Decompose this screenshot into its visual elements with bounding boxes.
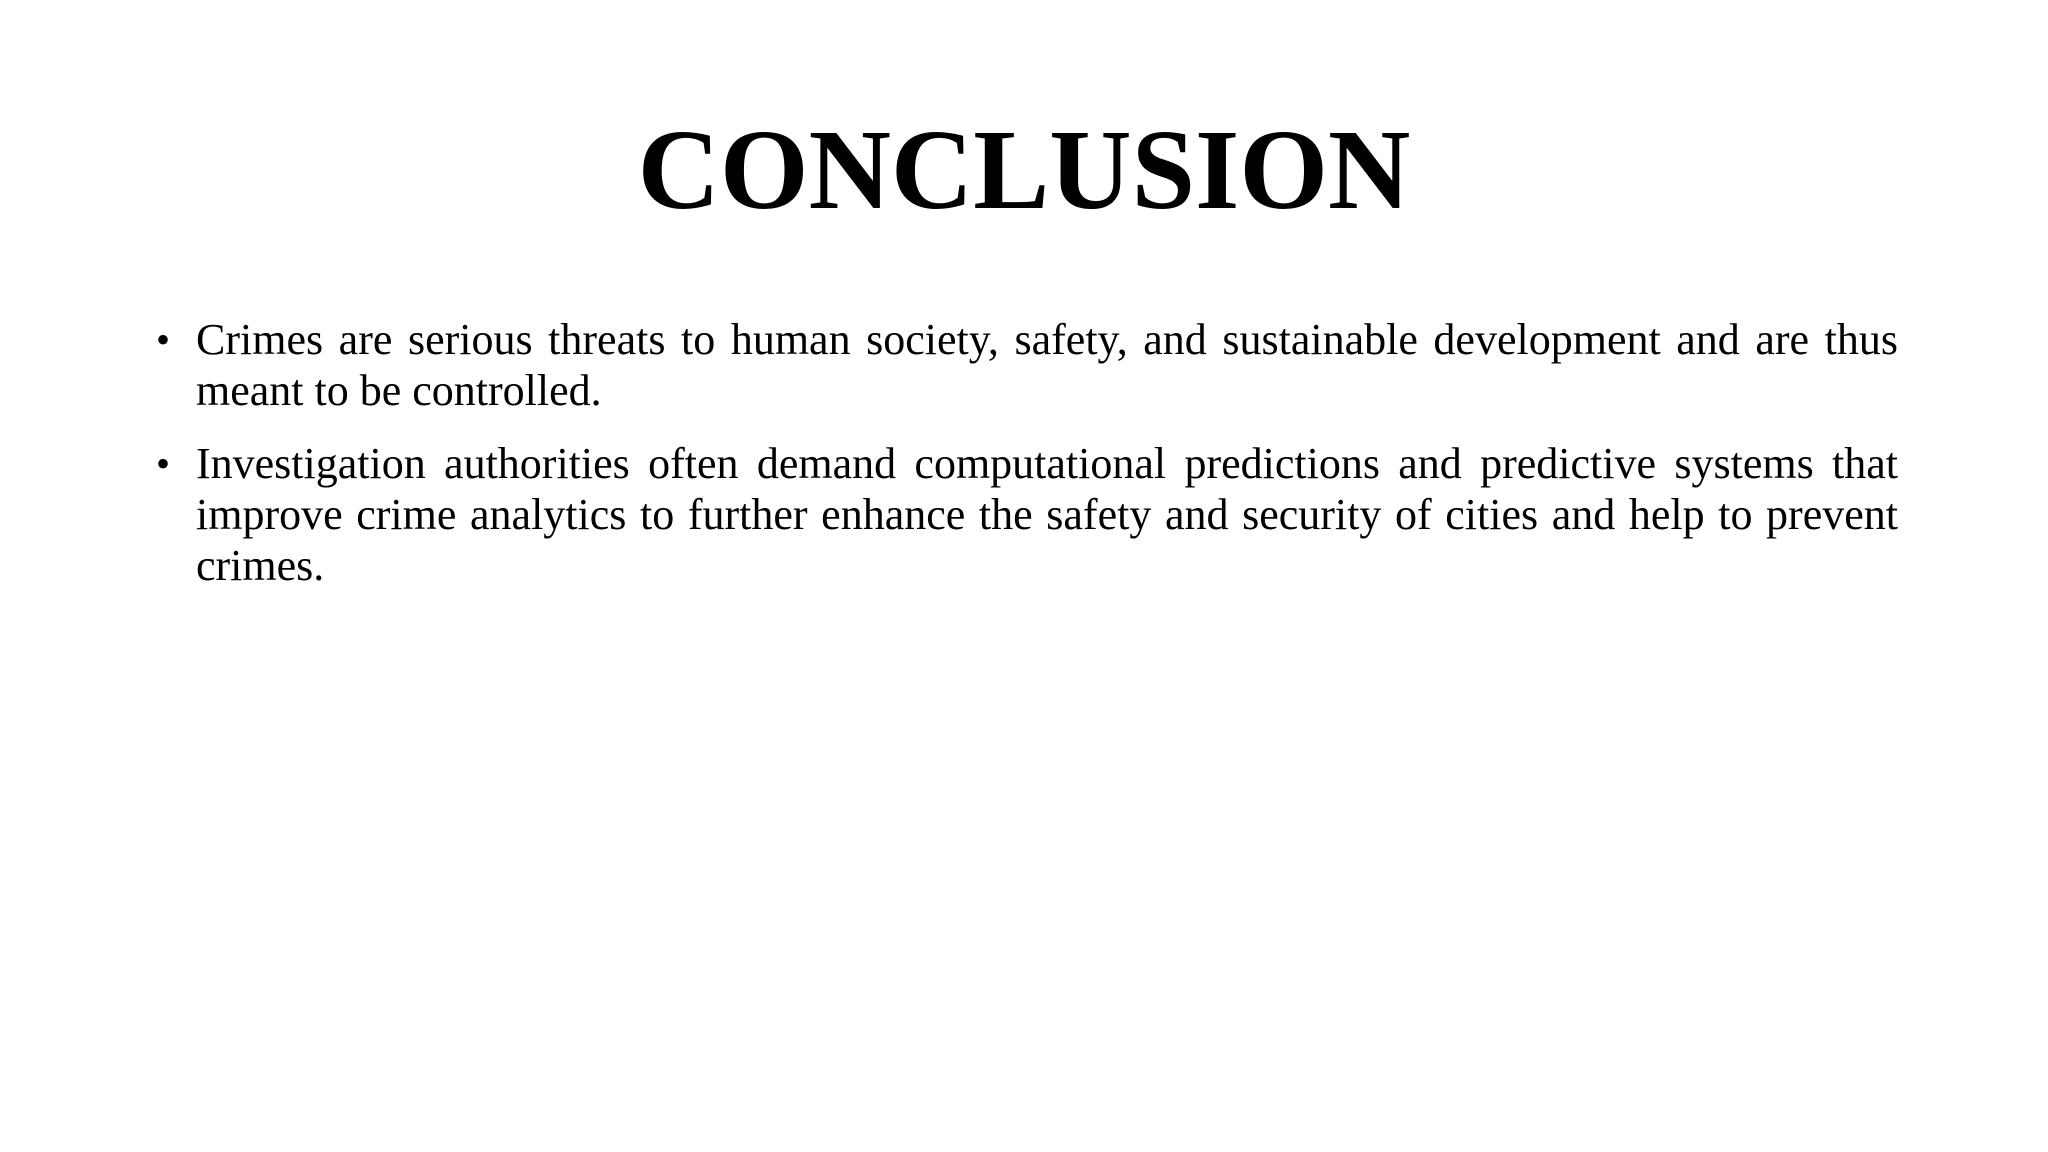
slide-title: CONCLUSION — [637, 106, 1411, 233]
bullet-item-2 — [150, 438, 1898, 591]
bullet-list — [150, 314, 1898, 613]
bullet-text-1: Crimes are serious threats to human society, safety, and sustainable development and are thus meant to be controlled. — [196, 315, 1898, 415]
bullet-marker: • — [156, 441, 171, 486]
bullet-marker: • — [156, 317, 171, 362]
bullet-text-2: Investigation authorities often demand computational predictions and predictive systems that improve crime analytics to further enhance the safety and security of cities and help to prevent crimes. — [196, 439, 1898, 590]
bullet-item-1 — [150, 314, 1898, 416]
